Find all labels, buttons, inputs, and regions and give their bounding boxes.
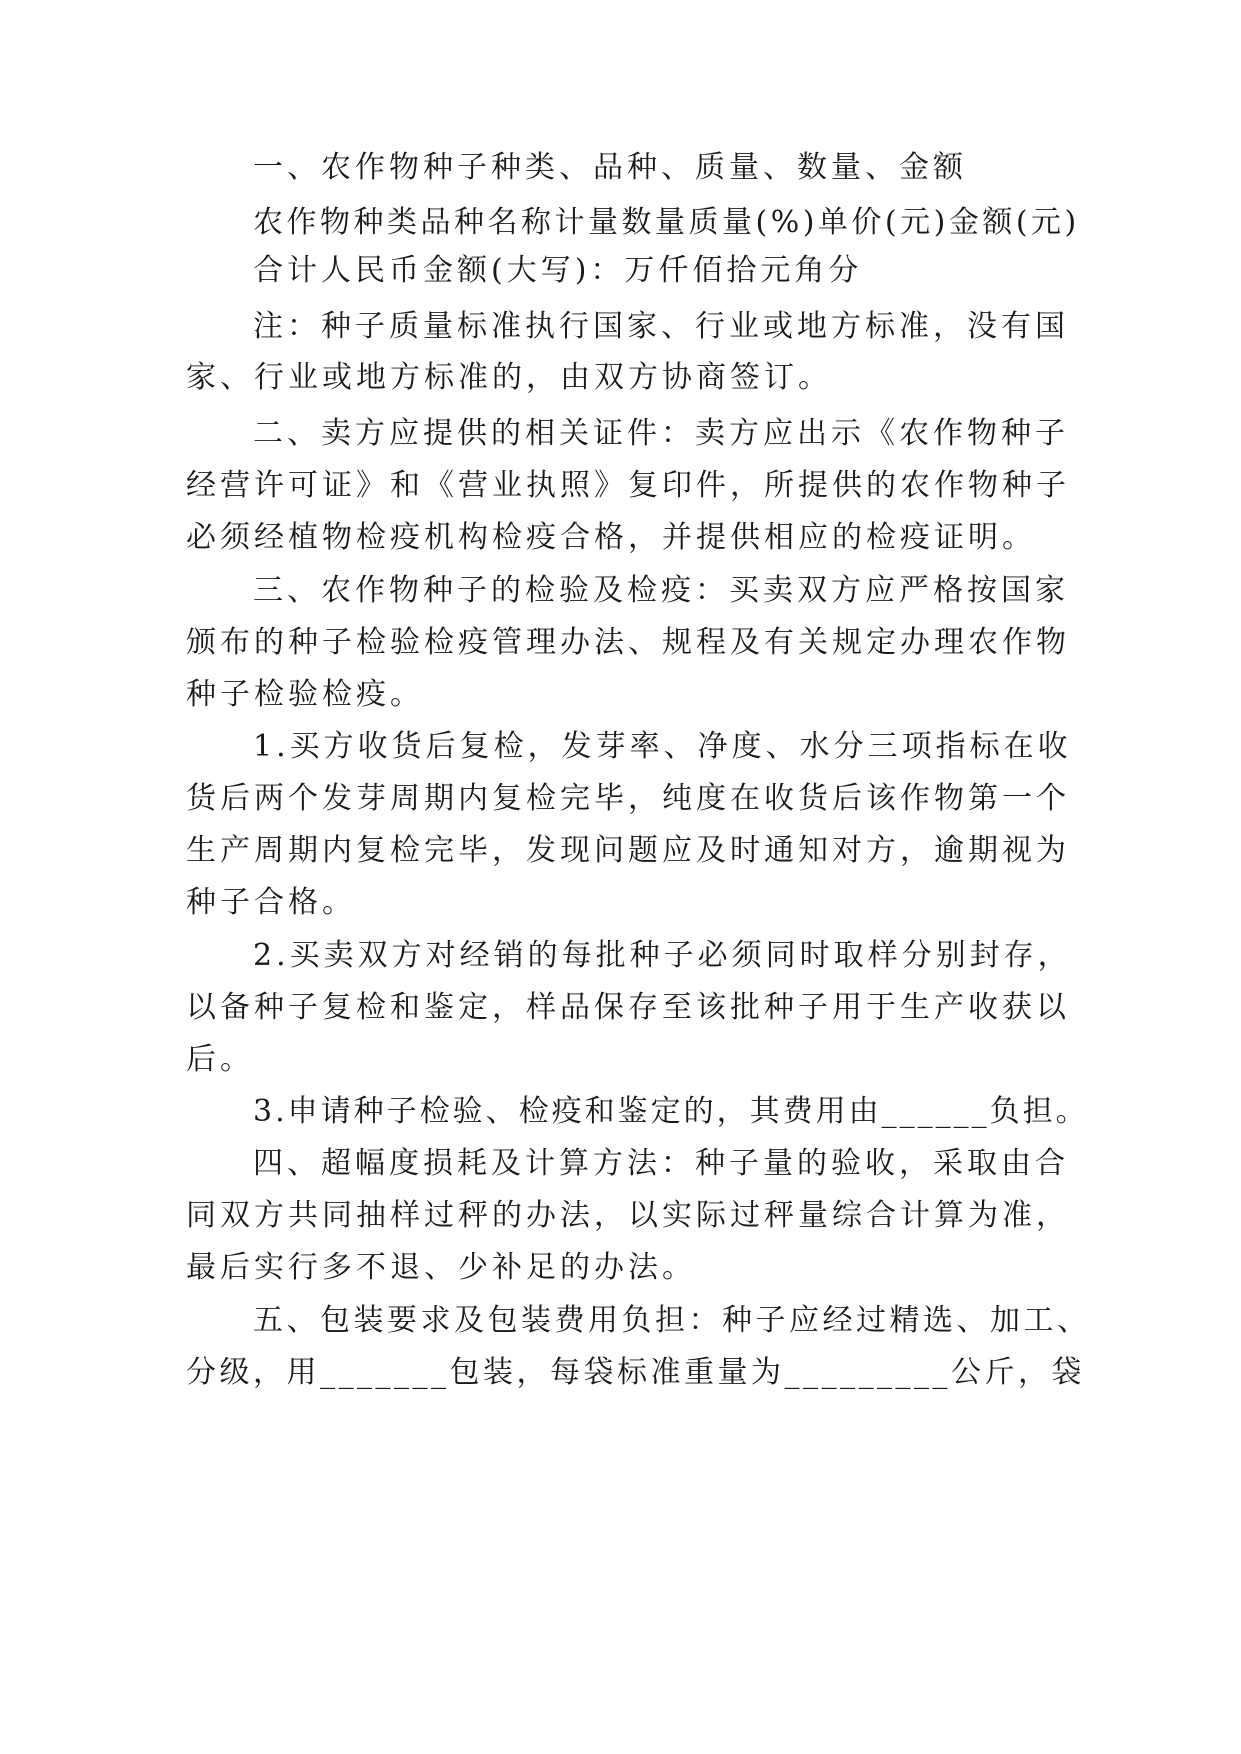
paragraph-line: 同双方共同抽样过秤的办法，以实际过秤量综合计算为准，	[186, 1198, 1070, 1233]
paragraph-line: 种子检验检疫。	[186, 677, 424, 712]
paragraph-line: 颁布的种子检验检疫管理办法、规程及有关规定办理农作物	[186, 625, 1070, 660]
paragraph-line: 种子合格。	[186, 885, 356, 920]
paragraph-line: 必须经植物检疫机构检疫合格，并提供相应的检疫证明。	[186, 520, 1036, 555]
list-item-2: 2.买卖双方对经销的每批种子必须同时取样分别封存，	[253, 938, 1072, 973]
paragraph-line: 最后实行多不退、少补足的办法。	[186, 1250, 696, 1285]
paragraph-line: 注：种子质量标准执行国家、行业或地方标准，没有国	[253, 309, 1069, 344]
list-item-1: 1.买方收货后复检，发芽率、净度、水分三项指标在收	[253, 729, 1072, 764]
heading-section-5: 五、包装要求及包装费用负担：种子应经过精选、加工、	[253, 1303, 1091, 1338]
heading-section-1: 一、农作物种子种类、品种、质量、数量、金额	[253, 150, 967, 185]
paragraph-line: 家、行业或地方标准的，由双方协商签订。	[186, 360, 832, 395]
paragraph-line: 经营许可证》和《营业执照》复印件，所提供的农作物种子	[186, 468, 1070, 503]
table-header-line: 农作物种类品种名称计量数量质量(%)单价(元)金额(元)	[253, 205, 1080, 240]
total-amount-line: 合计人民币金额(大写)：万仟佰拾元角分	[253, 253, 863, 288]
paragraph-line: 货后两个发芽周期内复检完毕，纯度在收货后该作物第一个	[186, 781, 1070, 816]
paragraph-line: 分级，用_______包装，每袋标准重量为_________公斤，袋	[186, 1355, 1085, 1390]
paragraph-line: 生产周期内复检完毕，发现问题应及时通知对方，逾期视为	[186, 833, 1070, 868]
paragraph-line: 后。	[186, 1042, 254, 1077]
paragraph-line: 以备种子复检和鉴定，样品保存至该批种子用于生产收获以	[186, 990, 1070, 1025]
heading-section-4: 四、超幅度损耗及计算方法：种子量的验收，采取由合	[253, 1146, 1069, 1181]
list-item-3: 3.申请种子检验、检疫和鉴定的，其费用由______负担。	[253, 1094, 1089, 1129]
heading-section-2: 二、卖方应提供的相关证件：卖方应出示《农作物种子	[253, 416, 1069, 451]
heading-section-3: 三、农作物种子的检验及检疫：买卖双方应严格按国家	[253, 573, 1069, 608]
